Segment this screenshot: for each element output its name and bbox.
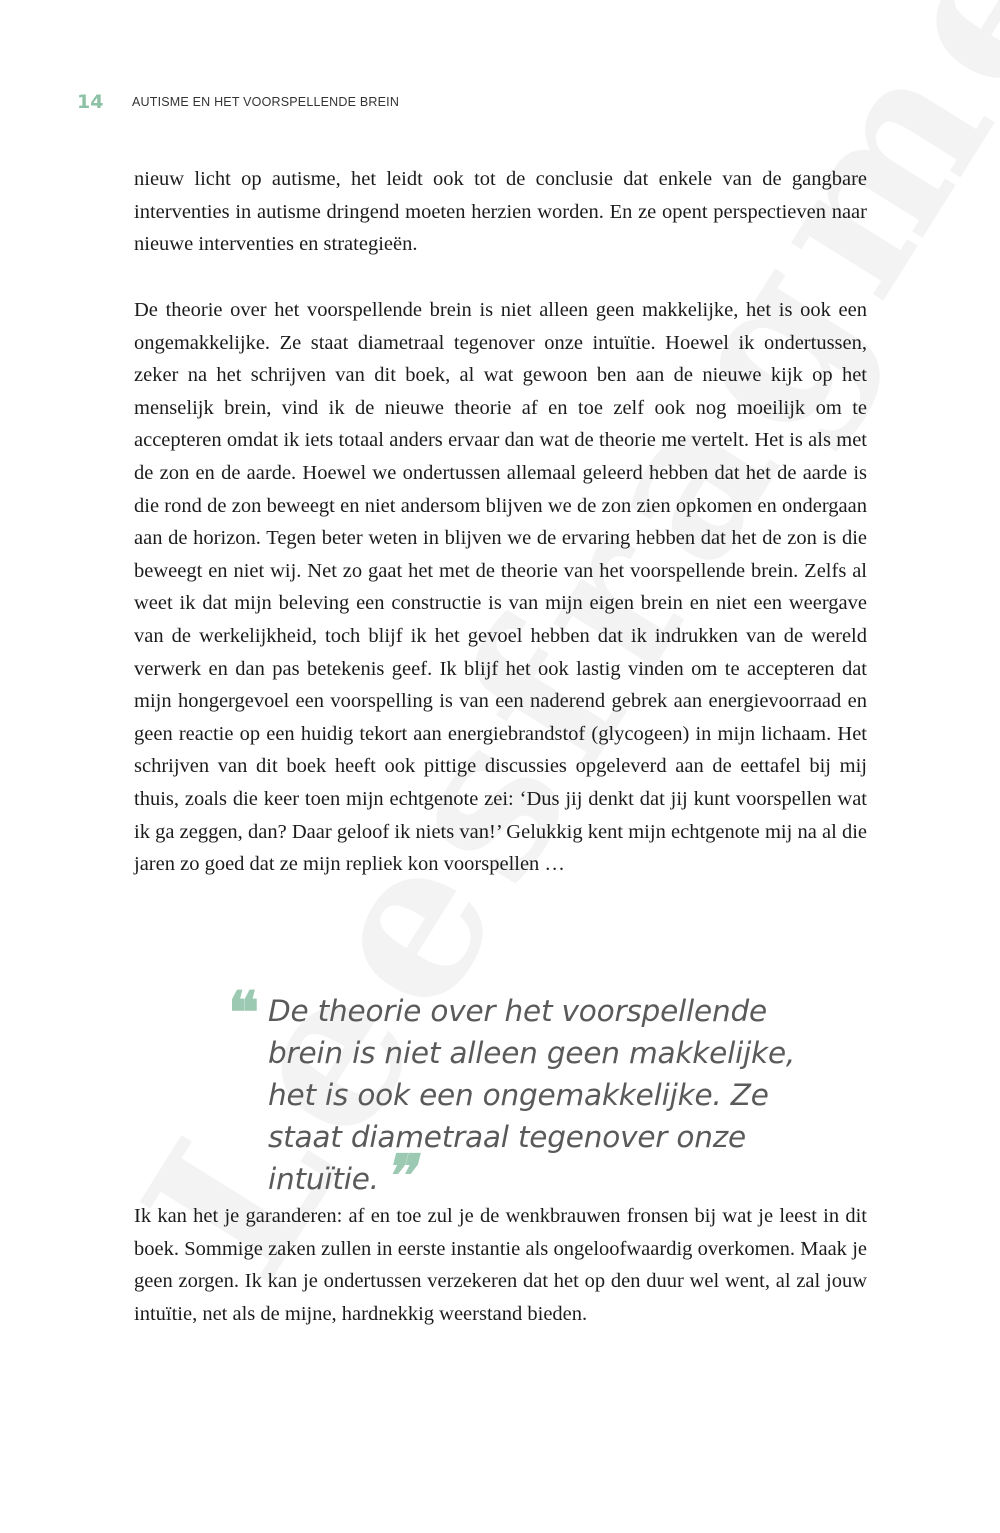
open-quote-icon: ❝ [228, 979, 260, 1047]
pull-quote [228, 979, 848, 1210]
paragraph-text: De theorie over het voorspellende brein is niet alleen geen makkelijke, het is ook een ongemakkelijke. Ze staat diametraal tegenover onze intuïtie. Hoewel ik ondertussen, zeker na het schrijven van dit boek, al wat gewoon ben aan de nieuwe kijk op het menselijk brein, vind ik de nieuwe theorie af en toe zelf ook nog moeilijk om te accepteren omdat ik iets totaal anders ervaar dan wat de theorie me vertelt. Het is als met de zon en de aarde. Hoewel we ondertussen allemaal geleerd hebben dat het de aarde is die rond de zon beweegt en niet andersom blijven we de zon zien opkomen en ondergaan aan de horizon. Tegen beter weten in blijven we de ervaring hebben dat het de zon is die beweegt en niet wij. Net zo gaat het met de theorie van het voorspellende brein. Zelfs al weet ik dat mijn beleving een constructie is van mijn eigen brein en niet een weergave van de werkelijkheid, toch blijf ik het gevoel hebben dat ik indrukken van de wereld verwerk en dan pas betekenis geef. Ik blijf het ook lastig vinden om te accepteren dat mijn hongergevoel een voorspelling is van een naderend gebrek aan energievoorraad en geen reactie op een huidig tekort aan energiebrandstof (glycogeen) in mijn lichaam. Het schrijven van dit boek heeft ook pittige discussies opgeleverd aan de eettafel bij mij thuis, zoals die keer toen mijn echtgenote zei: ‘Dus jij denkt dat jij kunt voorspellen wat ik ga zeggen, dan? Daar geloof ik niets van!’ Gelukkig kent mijn echtgenote mij na al die jaren zo goed dat ze mijn repliek kon voorspellen … [134, 299, 867, 876]
close-quote-icon: ❞ [382, 1142, 414, 1210]
body-paragraph-3 [134, 1200, 867, 1330]
pull-quote-text-block [268, 990, 848, 1210]
body-paragraph-1 [134, 163, 867, 261]
running-header-title: AUTISME EN HET VOORSPELLENDE BREIN [132, 95, 400, 109]
running-header [77, 90, 923, 114]
pull-quote-text: De theorie over het voorspellende brein is niet alleen geen makkelijke, het is ook een ongemakkelijke. Ze staat diametraal tegenover onze intuïtie. [268, 994, 796, 1196]
body-paragraph-2 [134, 294, 867, 881]
page-number: 14 [77, 91, 104, 113]
paragraph-text: Ik kan het je garanderen: af en toe zul je de wenkbrauwen fronsen bij wat je leest in dit boek. Sommige zaken zullen in eerste instantie als ongeloofwaardig overkomen. Maak je geen zorgen. Ik kan je ondertussen verzekeren dat het op den duur wel went, al zal jouw intuïtie, net als de mijne, hardnekkig weerstand bieden. [134, 1205, 867, 1325]
paragraph-text: nieuw licht op autisme, het leidt ook tot de conclusie dat enkele van de gangbare interventies in autisme dringend moeten herzien worden. En ze opent perspectieven naar nieuwe interventies en strategieën. [134, 168, 867, 256]
